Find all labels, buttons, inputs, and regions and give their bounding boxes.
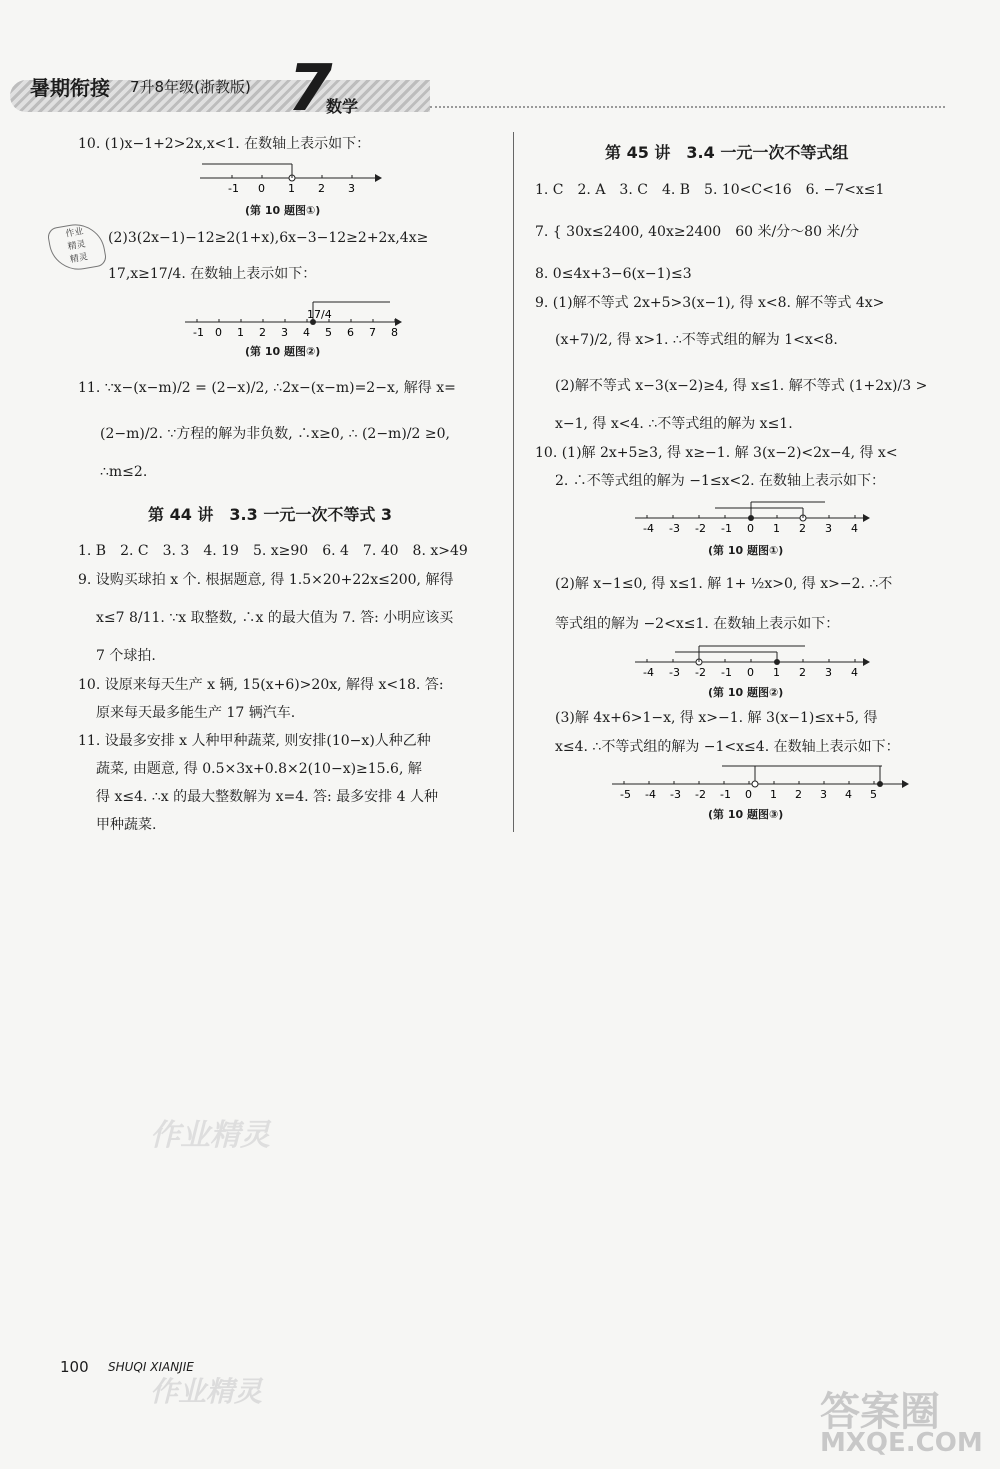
tick-label: -3 [669,666,680,679]
q10-part2-line1: (2)3(2x−1)−12≥2(1+x),6x−3−12≥2+2x,4x≥ [108,230,429,246]
tick-label: -4 [645,788,656,801]
subject-label: 数学 [326,97,359,116]
tick-label: -4 [643,522,654,535]
watermark-url: MXQE.COM [820,1428,983,1458]
q11-line3: ∴m≤2. [100,464,148,480]
answer-44-9-line3: 7 个球拍. [96,648,156,664]
tick-label: 5 [325,326,332,339]
tick-label: -3 [669,522,680,535]
answer-44-11-line3: 得 x≤4. ∴x 的最大整数解为 x=4. 答: 最多安排 4 人种 [96,789,438,805]
tick-label: 0 [747,666,754,679]
caption-45-10-2: (第 10 题图②) [708,686,784,699]
tick-label: -1 [720,788,731,801]
caption-10-2: (第 10 题图②) [245,345,321,358]
tick-label: -4 [643,666,654,679]
tick-label: 3 [825,666,832,679]
tick-label: 1 [773,666,780,679]
q10-part1: 10. (1)x−1+2>2x,x<1. 在数轴上表示如下： [78,136,371,152]
answer-44-11-line1: 11. 设最多安排 x 人种甲种蔬菜, 则安排(10−x)人种乙种 [78,733,431,749]
tick-label: -5 [620,788,631,801]
answer-45-10-line1: 10. (1)解 2x+5≥3, 得 x≥−1. 解 3(x−2)<2x−4, 得 x< [535,445,898,461]
tick-label: 3 [820,788,827,801]
page-number: 100 [60,1358,89,1376]
tick-label: 2 [259,326,266,339]
faint-watermark-footer: 作业精灵 [150,1375,263,1408]
answer-45-10-line3: (2)解 x−1≤0, 得 x≤1. 解 1+ ½x>0, 得 x>−2. ∴不 [555,576,893,592]
tick-label: -1 [193,326,204,339]
number-line-45-10-1 [635,498,875,540]
q11-line2: (2−m)/2. ∵方程的解为非负数, ∴x≥0, ∴ (2−m)/2 ≥0, [100,426,450,442]
caption-45-10-1: (第 10 题图①) [708,544,784,557]
grade-number: 7 [288,52,333,126]
header-dotted-line [430,106,945,108]
tick-label: -1 [721,666,732,679]
answers-45-1-6: 1. C 2. A 3. C 4. B 5. 10<C<16 6. −7<x≤1 [535,182,885,198]
stamp-icon: 作业 精灵 精灵 [46,220,107,275]
answer-45-10-line5: (3)解 4x+6>1−x, 得 x>−1. 解 3(x−1)≤x+5, 得 [555,710,878,726]
tick-label: 0 [747,522,754,535]
answer-45-10-line4: 等式组的解为 −2<x≤1. 在数轴上表示如下： [555,616,840,632]
answer-45-9-line1: 9. (1)解不等式 2x+5>3(x−1), 得 x<8. 解不等式 4x> [535,295,885,311]
answer-45-9-line3: (2)解不等式 x−3(x−2)≥4, 得 x≤1. 解不等式 (1+2x)/3 > [555,378,928,394]
answer-44-9-line1: 9. 设购买球拍 x 个. 根据题意, 得 1.5×20+22x≤200, 解得 [78,572,454,588]
tick-label: 4 [851,666,858,679]
faint-watermark: 作业精灵 [150,1118,270,1153]
q11-line1: 11. ∵x−(x−m)/2 = (2−x)/2, ∴2x−(x−m)=2−x, 解得 x= [78,380,456,396]
answer-44-10-line1: 10. 设原来每天生产 x 辆, 15(x+6)>20x, 解得 x<18. 答: [78,677,444,693]
caption-10-1: (第 10 题图①) [245,204,321,217]
tick-label: 0 [745,788,752,801]
answer-45-8: 8. 0≤4x+3−6(x−1)≤3 [535,266,692,282]
tick-label: 1 [773,522,780,535]
tick-label: -1 [228,182,239,195]
answer-44-9-line2: x≤7 8/11. ∵x 取整数, ∴x 的最大值为 7. 答: 小明应该买 [96,610,454,626]
tick-label: 4 [851,522,858,535]
number-line-10-1 [200,160,380,200]
tick-label: 2 [318,182,325,195]
tick-label: 7 [369,326,376,339]
tick-label: -2 [695,788,706,801]
tick-label: -2 [695,522,706,535]
answer-45-10-line6: x≤4. ∴不等式组的解为 −1<x≤4. 在数轴上表示如下： [555,739,900,755]
tick-label: 4 [845,788,852,801]
answer-44-11-line2: 蔬菜, 由题意, 得 0.5×3x+0.8×2(10−x)≥15.6, 解 [96,761,422,777]
number-line-10-2 [185,298,405,338]
answer-45-7: 7. { 30x≤2400, 40x≥2400 60 米/分～80 米/分 [535,224,860,240]
tick-label: -1 [721,522,732,535]
tick-label: 3 [281,326,288,339]
book-title: 暑期衔接 [30,76,110,100]
section-heading-45: 第 45 讲 3.4 一元一次不等式组 [605,143,849,162]
mark-17-4-label: 17/4 [307,308,332,321]
watermark-logo: 答案圈 [820,1389,940,1435]
tick-label: 3 [348,182,355,195]
tick-label: -2 [695,666,706,679]
tick-label: 8 [391,326,398,339]
tick-label: 2 [799,666,806,679]
q10-part2-line2: 17,x≥17/4. 在数轴上表示如下： [108,266,317,282]
tick-label: 1 [770,788,777,801]
answer-45-10-line2: 2. ∴不等式组的解为 −1≤x<2. 在数轴上表示如下： [555,473,886,489]
tick-label: 2 [795,788,802,801]
tick-label: 0 [258,182,265,195]
grade-label: 7升8年级(浙教版) [130,78,251,96]
tick-label: 0 [215,326,222,339]
tick-label: 3 [825,522,832,535]
series-name: SHUQI XIANJIE [108,1360,194,1374]
answer-45-9-line4: x−1, 得 x<4. ∴不等式组的解为 x≤1. [555,416,793,432]
tick-label: -3 [670,788,681,801]
column-divider [513,132,514,832]
tick-label: 1 [288,182,295,195]
number-line-45-10-3 [612,762,912,804]
answer-44-10-line2: 原来每天最多能生产 17 辆汽车. [96,705,296,721]
number-line-45-10-2 [635,642,875,684]
answer-44-11-line4: 甲种蔬菜. [96,817,157,833]
answer-45-9-line2: (x+7)/2, 得 x>1. ∴不等式组的解为 1<x<8. [555,332,838,348]
tick-label: 5 [870,788,877,801]
section-heading-44: 第 44 讲 3.3 一元一次不等式 3 [148,505,393,524]
tick-label: 2 [799,522,806,535]
tick-label: 6 [347,326,354,339]
caption-45-10-3: (第 10 题图③) [708,808,784,821]
tick-label: 4 [303,326,310,339]
answers-44-1-8: 1. B 2. C 3. 3 4. 19 5. x≥90 6. 4 7. 40 8. x>49 [78,543,468,559]
tick-label: 1 [237,326,244,339]
